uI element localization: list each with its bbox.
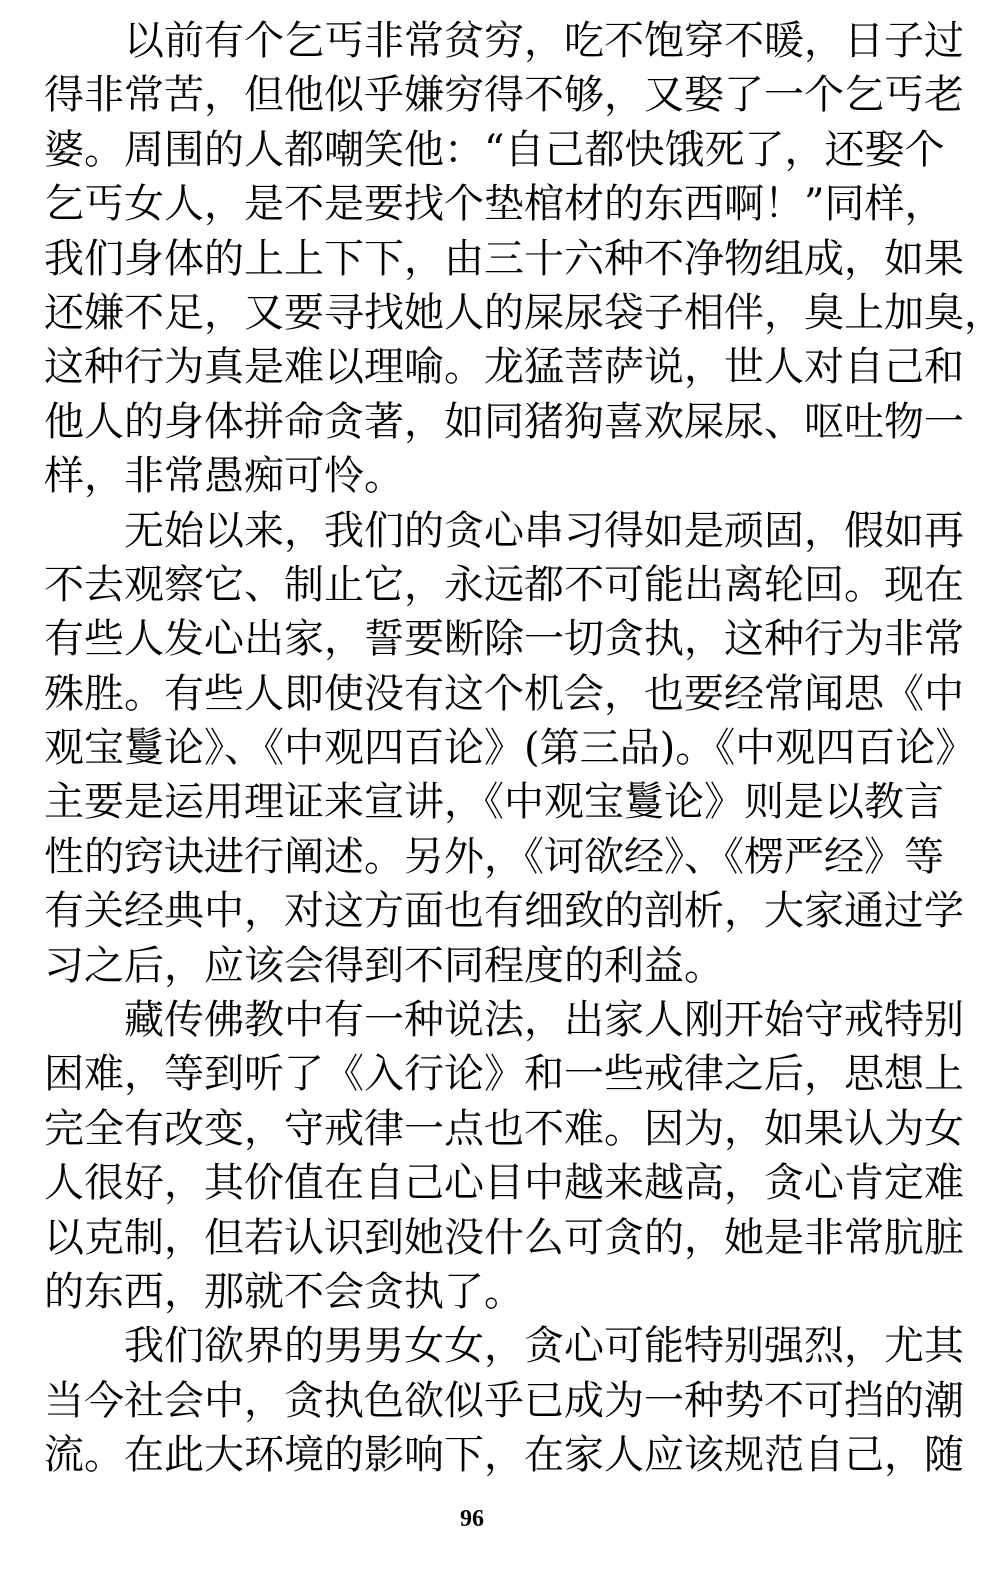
text-line: 我们身体的上上下下，由三十六种不净物组成，如果	[44, 235, 964, 282]
text-line: 有些人发心出家，誓要断除一切贪执，这种行为非常	[44, 616, 964, 663]
text-line: 当今社会中，贪执色欲似乎已成为一种势不可挡的潮	[44, 1377, 964, 1424]
text-line: 习之后，应该会得到不同程度的利益。	[44, 942, 724, 989]
text-line: 的东西，那就不会贪执了。	[44, 1268, 524, 1315]
text-line: 不去观察它、制止它，永远都不可能出离轮回。现在	[44, 561, 964, 608]
text-line: 这种行为真是难以理喻。龙猛菩萨说，世人对自己和	[44, 344, 964, 391]
text-line: 样，非常愚痴可怜。	[44, 453, 404, 500]
text-line: 他人的身体拼命贪著，如同猪狗喜欢屎尿、呕吐物一	[44, 398, 964, 445]
text-line: 无始以来，我们的贪心串习得如是顽固，假如再	[124, 507, 964, 554]
body-text	[44, 14, 1004, 1483]
paragraph	[44, 504, 976, 994]
text-line: 困难，等到听了《入行论》和一些戒律之后，思想上	[44, 1051, 964, 1098]
page-number: 96	[460, 1506, 484, 1532]
text-line: 藏传佛教中有一种说法，出家人刚开始守戒特别	[124, 997, 964, 1044]
text-line: 以克制，但若认识到她没什么可贪的，她是非常肮脏	[44, 1214, 964, 1261]
paragraph	[44, 1319, 964, 1482]
text-line: 性的窍诀进行阐述。另外，《诃欲经》、《楞严经》等	[44, 833, 944, 880]
text-line: 我们欲界的男男女女，贪心可能特别强烈，尤其	[124, 1323, 964, 1370]
text-line: 人很好，其价值在自己心目中越来越高，贪心肯定难	[44, 1160, 964, 1207]
text-line: 完全有改变，守戒律一点也不难。因为，如果认为女	[44, 1105, 964, 1152]
text-line: 乞丐女人，是不是要找个垫棺材的东西啊！”同样，	[44, 181, 945, 228]
paragraph	[44, 993, 964, 1319]
text-line: 还嫌不足，又要寻找她人的屎尿袋子相伴，臭上加臭，	[44, 289, 1004, 336]
text-line: 流。在此大环境的影响下，在家人应该规范自己，随	[44, 1432, 964, 1479]
text-line: 主要是运用理证来宣讲，《中观宝鬘论》则是以教言	[44, 779, 944, 826]
text-line: 婆。周围的人都嘲笑他：“自己都快饿死了，还娶个	[44, 126, 945, 173]
text-line: 以前有个乞丐非常贫穷，吃不饱穿不暖，日子过	[124, 18, 964, 64]
text-line: 殊胜。有些人即使没有这个机会，也要经常闻思《中	[44, 670, 964, 717]
text-line: 有关经典中，对这方面也有细致的剖析，大家通过学	[44, 888, 964, 935]
text-line: 观宝鬘论》、《中观四百论》(第三品)。《中观四百论》	[44, 725, 976, 772]
paragraph	[44, 14, 1004, 504]
text-line: 得非常苦，但他似乎嫌穷得不够，又娶了一个乞丐老	[44, 72, 964, 119]
